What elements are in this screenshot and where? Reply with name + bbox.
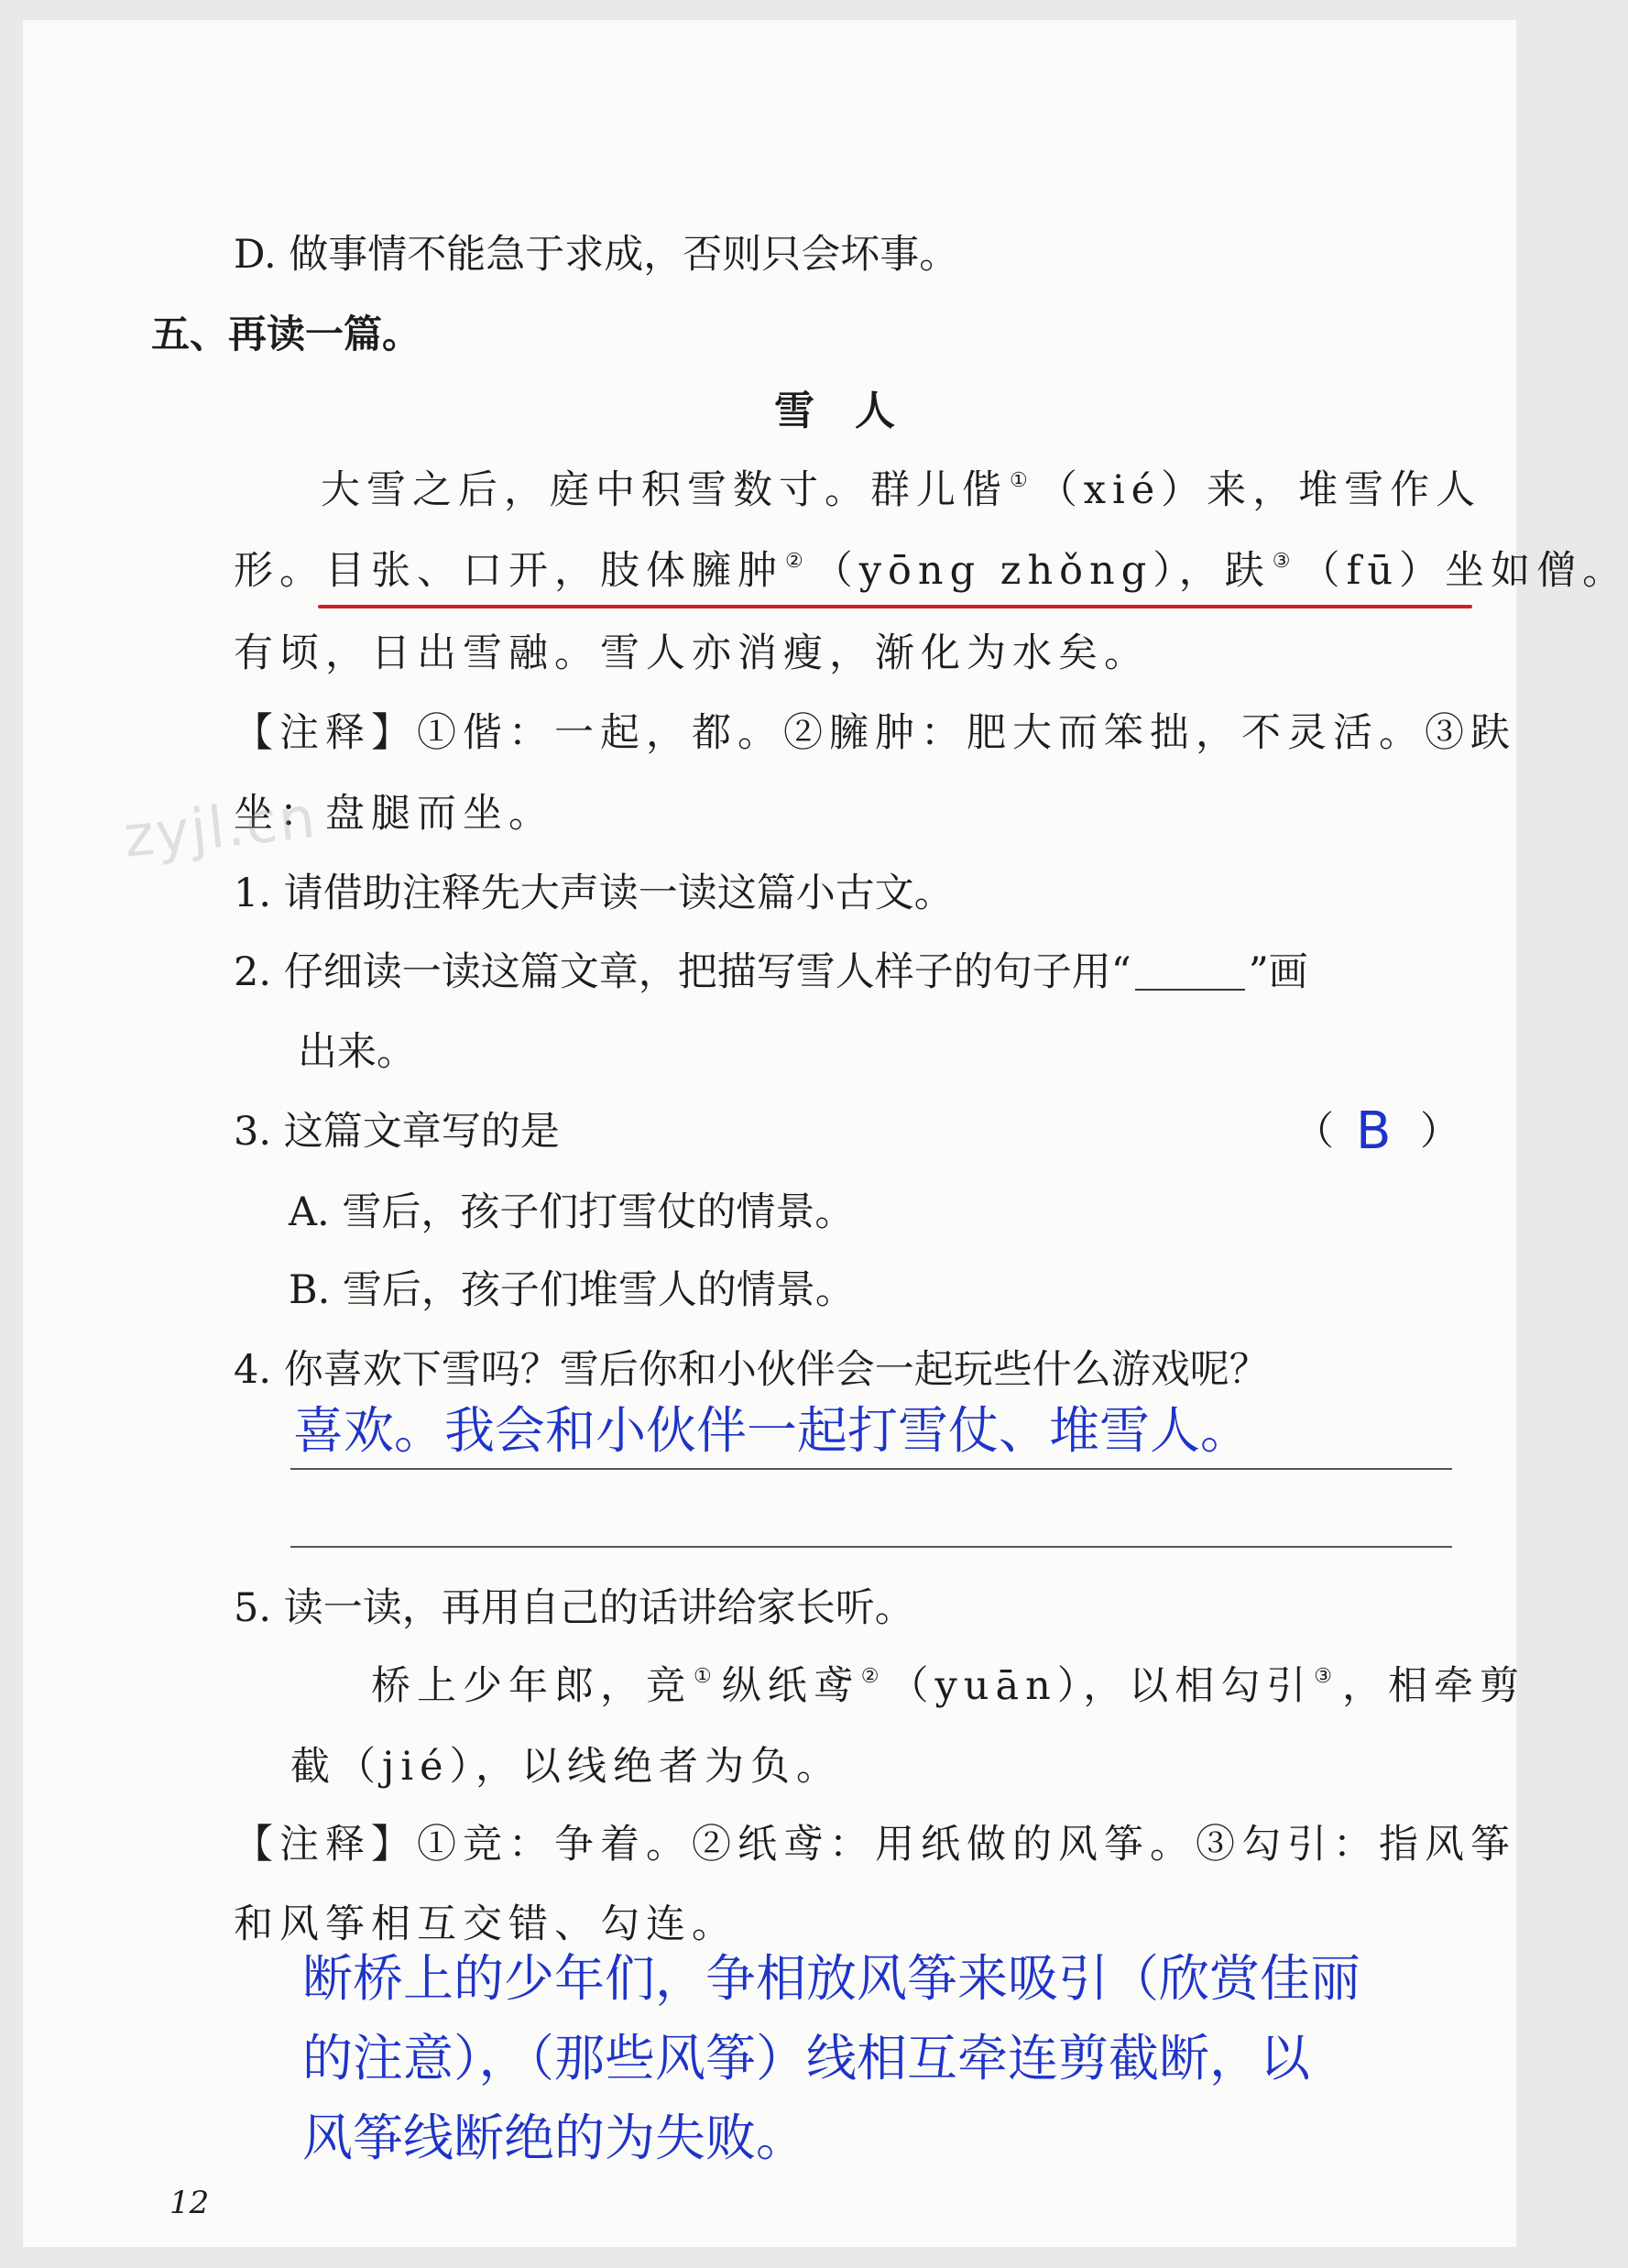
answer-bracket-open: （ (1295, 1109, 1334, 1155)
question-3-option-a: A. 雪后，孩子们打雪仗的情景。 (289, 1189, 855, 1235)
passage-text: 形。 (234, 548, 325, 594)
poem-text: 纵纸鸢 (721, 1663, 859, 1709)
underline-blank (1135, 956, 1245, 991)
passage-text: （xié）来，堆雪作人 (1037, 467, 1482, 513)
question-4: 4. 你喜欢下雪吗？雪后你和小伙伴会一起玩些什么游戏呢？ (234, 1347, 1269, 1393)
passage-text: （yōng zhǒng），趺 (813, 548, 1271, 594)
answer-bracket-close: ） (1420, 1109, 1459, 1155)
poem-notes-line-1: 【注释】①竞：争着。②纸鸢：用纸做的风筝。③勾引：指风筝 (234, 1822, 1516, 1868)
passage-line-3: 有顷，日出雪融。雪人亦消瘦，渐化为水矣。 (234, 630, 1150, 676)
question-3: 3. 这篇文章写的是 (234, 1109, 560, 1155)
question-1: 1. 请借助注释先大声读一读这篇小古文。 (234, 871, 954, 916)
footnote-mark: ③ (1314, 1665, 1339, 1688)
passage-title: 雪 人 (774, 388, 895, 434)
answer-line-2 (290, 1546, 1452, 1548)
question-5-answer-line-3: 风筝线断绝的为失败。 (302, 2109, 807, 2167)
question-5-answer-line-1: 断桥上的少年们，争相放风筝来吸引（欣赏佳丽 (302, 1949, 1361, 2008)
footnote-mark: ③ (1272, 550, 1297, 573)
previous-option-d: D. 做事情不能急于求成，否则只会坏事。 (234, 232, 959, 278)
question-2-text: 2. 仔细读一读这篇文章，把描写雪人样子的句子用“ (234, 949, 1131, 995)
passage-notes-line-1: 【注释】①偕：一起，都。②臃肿：肥大而笨拙，不灵活。③趺 (234, 710, 1516, 756)
question-3-option-b: B. 雪后，孩子们堆雪人的情景。 (289, 1267, 855, 1313)
underlined-sentence (325, 548, 1628, 594)
page-number: 12 (169, 2185, 210, 2221)
poem-text: ，相牵剪 (1342, 1663, 1526, 1709)
passage-text: 大雪之后，庭中积雪数寸。群儿偕 (321, 467, 1008, 513)
footnote-mark: ① (694, 1665, 718, 1688)
poem-line-2: 截（jié），以线绝者为负。 (290, 1744, 843, 1790)
question-3-answer: B (1356, 1101, 1392, 1161)
watermark: zyjl.cn (120, 783, 320, 871)
poem-text: 桥上少年郎，竞 (371, 1663, 692, 1709)
red-underline-answer (318, 605, 1472, 608)
passage-line-2 (234, 548, 1628, 594)
poem-text: （yuān），以相勾引 (889, 1663, 1313, 1709)
footnote-mark: ① (1010, 469, 1034, 492)
poem-notes-line-2: 和风筝相互交错、勾连。 (234, 1901, 738, 1947)
workbook-page (23, 20, 1628, 2247)
poem-line-1 (371, 1663, 1526, 1709)
passage-text: 目张、口开，肢体臃肿 (325, 548, 783, 594)
passage-text: （fū）坐如僧。 (1300, 548, 1628, 594)
question-5: 5. 读一读，再用自己的话讲给家长听。 (234, 1585, 914, 1631)
footnote-mark: ② (785, 550, 810, 573)
question-2-text: ”画 (1248, 949, 1308, 995)
passage-notes-line-2: 坐：盘腿而坐。 (234, 791, 554, 837)
question-4-answer: 喜欢。我会和小伙伴一起打雪仗、堆雪人。 (293, 1401, 1251, 1460)
answer-line-1 (290, 1468, 1452, 1470)
footnote-mark: ② (860, 1665, 886, 1688)
question-2-continued: 出来。 (298, 1029, 416, 1075)
question-2 (234, 949, 1308, 995)
passage-line-1 (321, 467, 1482, 513)
section-heading: 五、再读一篇。 (151, 312, 421, 356)
question-5-answer-line-2: 的注意），（那些风筝）线相互牵连剪截断，以 (302, 2029, 1311, 2087)
